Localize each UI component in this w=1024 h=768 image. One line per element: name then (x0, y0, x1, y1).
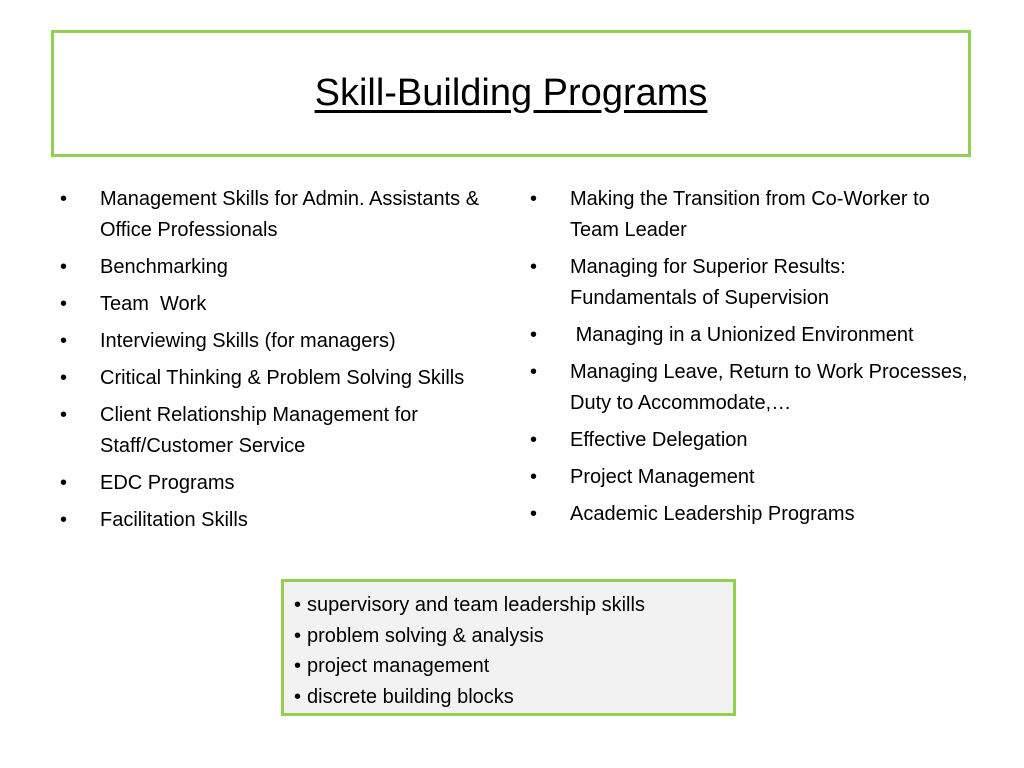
list-item-text: Project Management (570, 466, 755, 488)
list-item-text: Facilitation Skills (100, 509, 248, 531)
list-item (60, 252, 500, 283)
bullet-icon: • (530, 188, 538, 210)
bullet-icon: • (60, 509, 68, 531)
list-item (60, 505, 500, 536)
bullet-icon: • (530, 429, 538, 451)
list-item (530, 425, 970, 456)
list-item (60, 363, 500, 394)
summary-box (281, 579, 736, 716)
list-item (60, 400, 500, 462)
list-item-text: Managing in a Unionized Environment (570, 324, 914, 346)
list-item (60, 326, 500, 357)
list-item (530, 357, 970, 419)
bullet-icon: • (60, 472, 68, 494)
bullet-icon: • (60, 188, 68, 210)
right-bullet-list (530, 184, 970, 536)
bullet-icon: • (294, 685, 302, 708)
summary-item (294, 651, 733, 682)
list-item (530, 462, 970, 493)
left-bullet-list (60, 184, 500, 542)
list-item-text: Client Relationship Management for Staff/Customer Service (100, 404, 418, 457)
list-item (530, 320, 970, 351)
list-item (60, 184, 500, 246)
list-item-text: Benchmarking (100, 256, 228, 278)
list-item-text: Effective Delegation (570, 429, 748, 451)
list-item-text: Managing Leave, Return to Work Processes, Duty to Accommodate,… (570, 361, 968, 414)
bullet-icon: • (60, 404, 68, 426)
bullet-icon: • (60, 293, 68, 315)
bullet-icon: • (294, 655, 302, 677)
summary-item (294, 590, 733, 621)
list-item-text: Interviewing Skills (for managers) (100, 330, 396, 352)
slide-title: Skill-Building Programs (314, 72, 708, 114)
summary-item (294, 621, 733, 652)
bullet-icon: • (294, 624, 302, 647)
list-item-text: Team Work (100, 293, 207, 315)
list-item-text: Critical Thinking & Problem Solving Skills (100, 367, 465, 389)
list-item-text: Making the Transition from Co-Worker to Team Leader (570, 188, 930, 241)
list-item (530, 252, 970, 314)
bullet-icon: • (530, 256, 538, 278)
bullet-icon: • (530, 324, 538, 346)
bullet-icon: • (530, 361, 538, 383)
list-item (60, 468, 500, 499)
bullet-icon: • (60, 367, 68, 389)
bullet-icon: • (530, 503, 538, 525)
summary-item-text: project management (307, 655, 490, 677)
list-item-text: Managing for Superior Results: Fundamentals of Supervision (570, 256, 846, 309)
bullet-icon: • (530, 466, 538, 488)
bullet-icon: • (294, 594, 302, 616)
bullet-icon: • (60, 256, 68, 278)
list-item (530, 499, 970, 530)
bullet-icon: • (60, 330, 68, 352)
summary-item-text: problem solving & analysis (307, 624, 544, 647)
summary-item-text: discrete building blocks (307, 685, 514, 708)
list-item (530, 184, 970, 246)
title-box (51, 30, 971, 157)
summary-item (294, 682, 733, 713)
list-item-text: Academic Leadership Programs (570, 503, 855, 525)
list-item-text: Management Skills for Admin. Assistants & Office Professionals (100, 188, 480, 241)
list-item (60, 289, 500, 320)
list-item-text: EDC Programs (100, 472, 235, 494)
summary-item-text: supervisory and team leadership skills (307, 594, 645, 616)
